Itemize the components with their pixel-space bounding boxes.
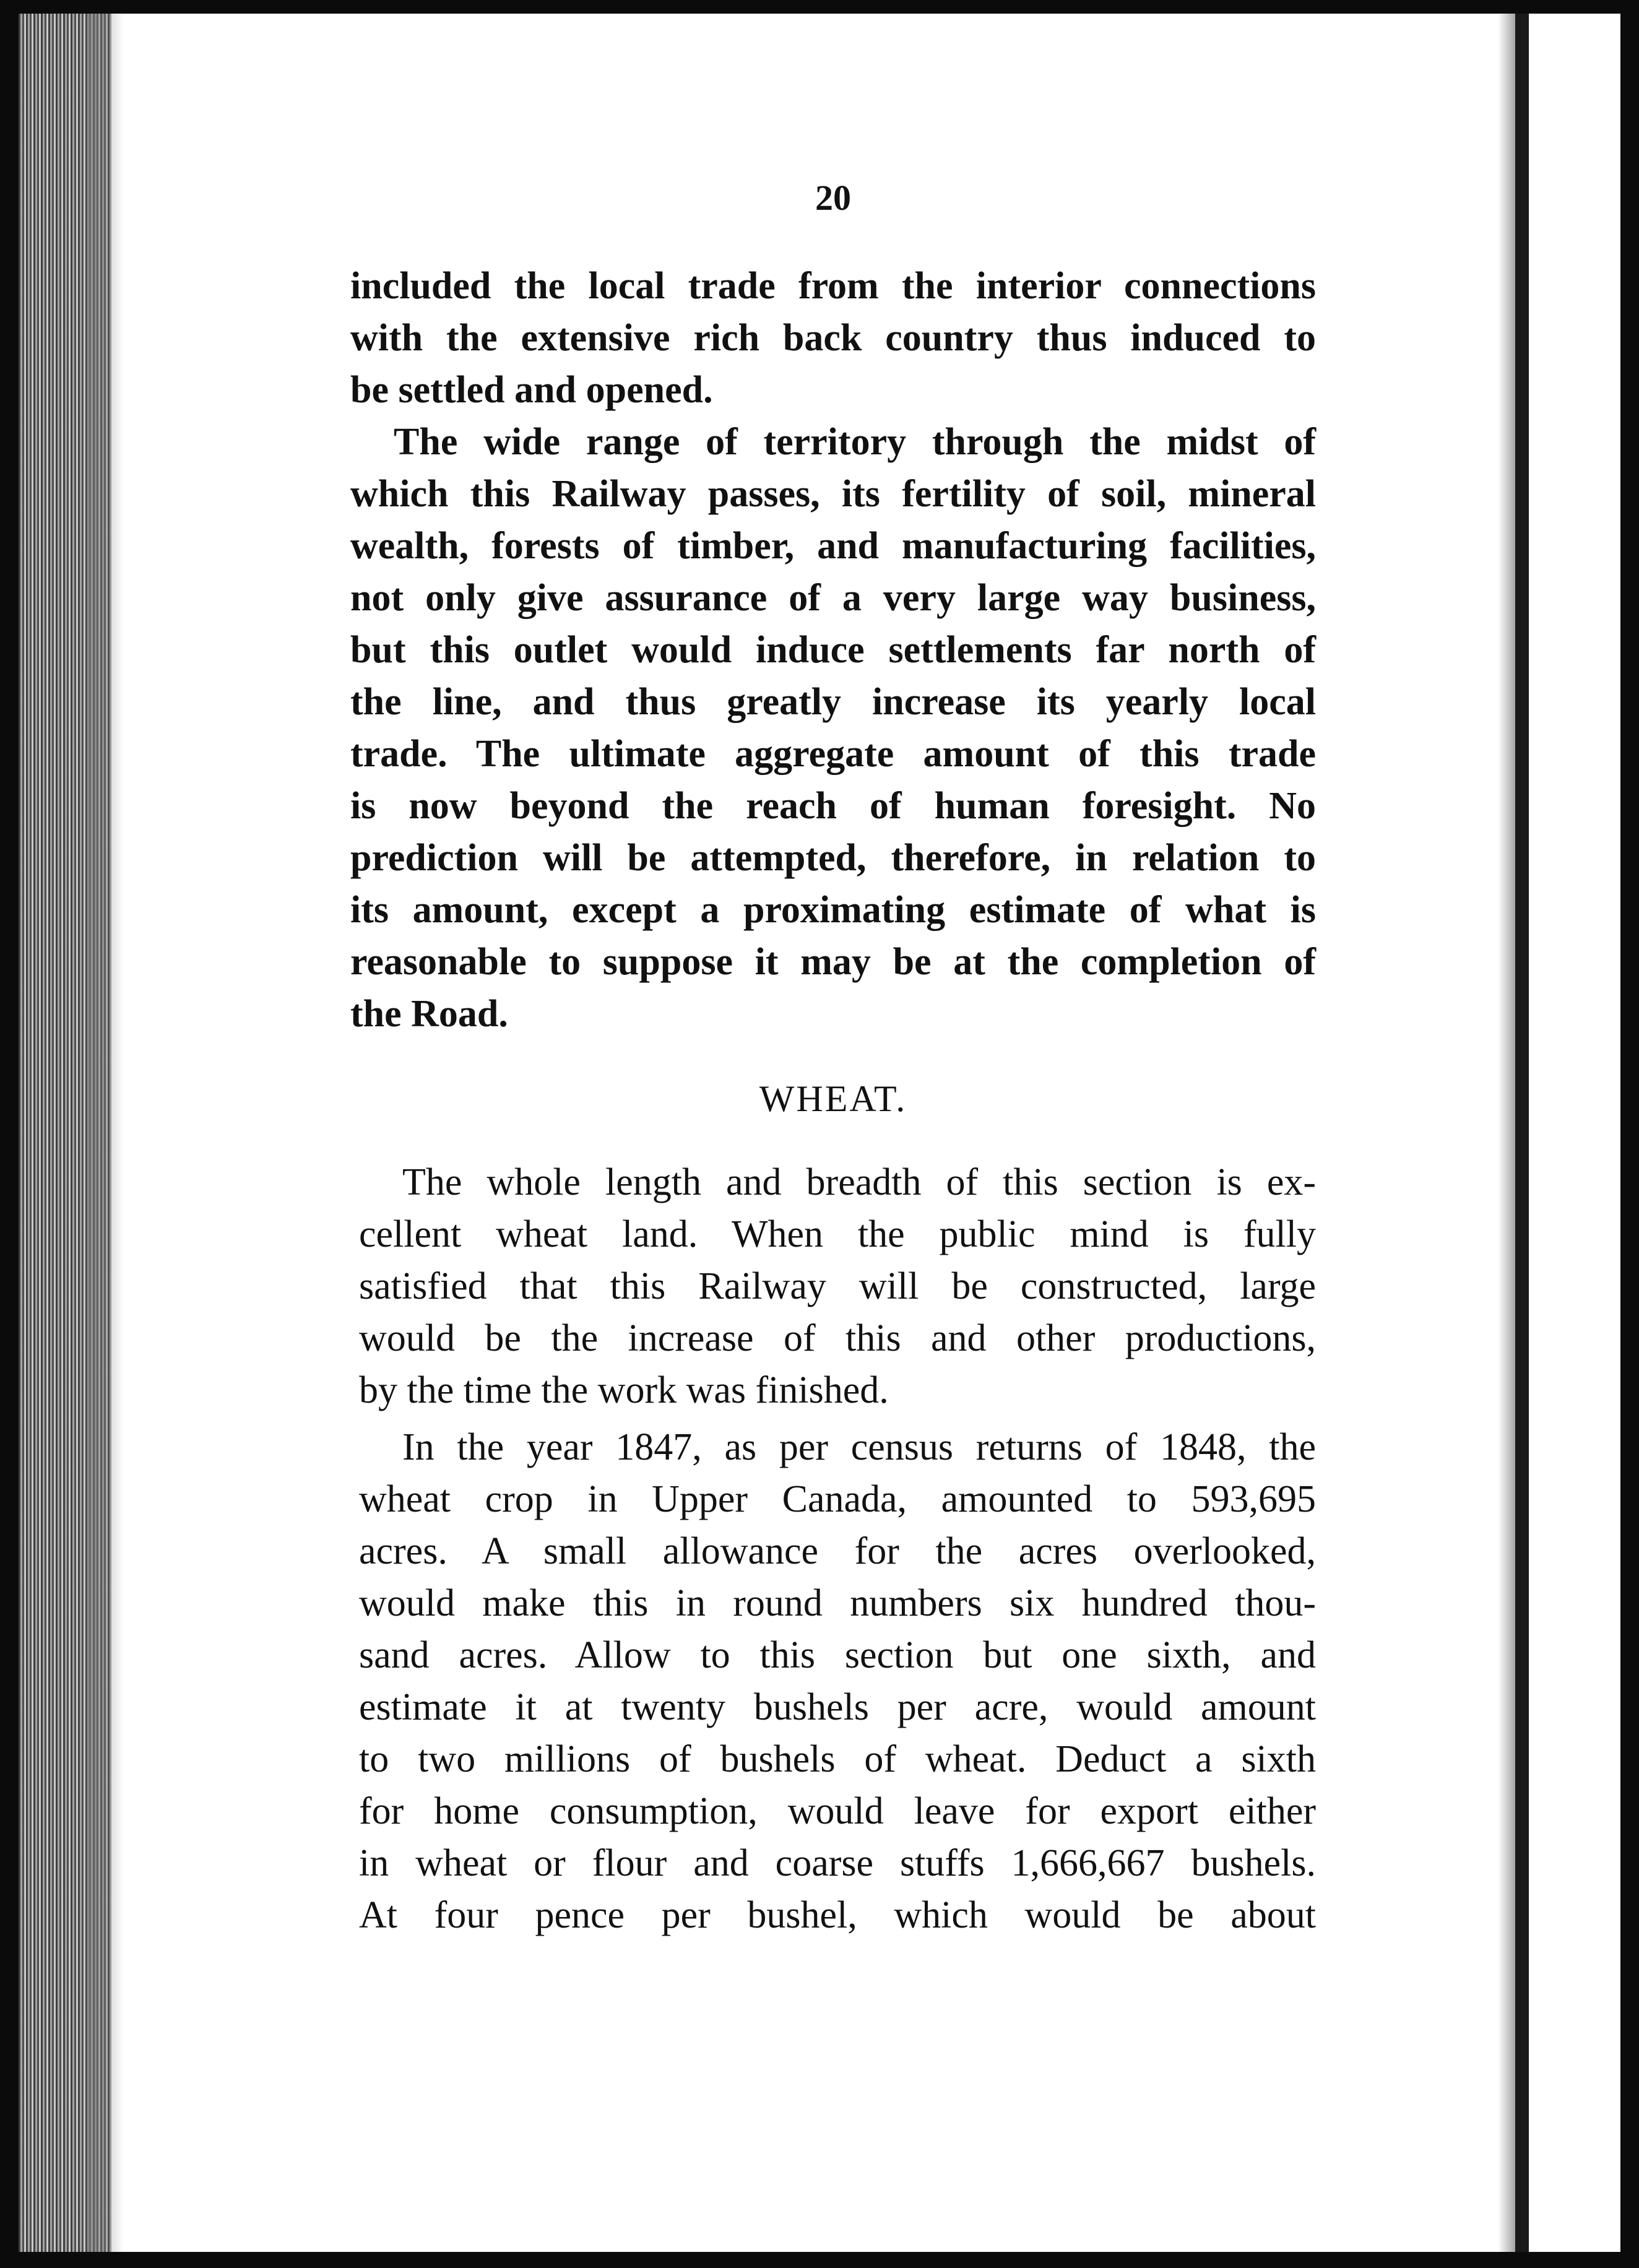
text-line: cellent wheat land. When the public mind is fully — [359, 1213, 1316, 1255]
text-line: be settled and opened. — [350, 369, 713, 411]
text-line: in wheat or flour and coarse stuffs 1,666,667 bushels. — [359, 1842, 1316, 1884]
text-line: included the local trade from the interior connections — [350, 265, 1316, 307]
scan-border-right — [1620, 0, 1639, 2268]
text-line: is now beyond the reach of human foresight. No — [350, 785, 1316, 827]
text-line: the line, and thus greatly increase its yearly local — [350, 681, 1316, 723]
text-line: At four pence per bushel, which would be about — [359, 1894, 1316, 1936]
text-line: with the extensive rich back country thus induced to — [350, 317, 1316, 359]
text-line: satisfied that this Railway will be constructed, large — [359, 1265, 1316, 1307]
text-line: would make this in round numbers six hundred thou- — [359, 1582, 1316, 1624]
text-line: to two millions of bushels of wheat. Deduct a sixth — [359, 1738, 1316, 1780]
text-line: The whole length and breadth of this section is ex- — [402, 1161, 1316, 1203]
gutter-shadow — [1498, 14, 1515, 2252]
text-line: In the year 1847, as per census returns of 1848, the — [402, 1426, 1316, 1468]
text-line: sand acres. Allow to this section but one sixth, and — [359, 1634, 1316, 1676]
scan-border-bottom — [0, 2252, 1639, 2268]
text-line: would be the increase of this and other productions, — [359, 1317, 1316, 1359]
scan-border-left — [0, 0, 19, 2268]
scan-border-top — [0, 0, 1639, 14]
section-heading: WHEAT. — [759, 1078, 907, 1119]
text-line: The wide range of territory through the midst of — [394, 421, 1316, 463]
next-page-gutter — [1515, 14, 1529, 2252]
text-line: which this Railway passes, its fertility of soil, mineral — [350, 473, 1316, 515]
text-line: not only give assurance of a very large way business, — [350, 577, 1316, 619]
text-line: wealth, forests of timber, and manufacturing facilities, — [350, 525, 1316, 567]
text-line: wheat crop in Upper Canada, amounted to 593,695 — [359, 1478, 1316, 1520]
page-number: 20 — [815, 178, 851, 218]
text-line: acres. A small allowance for the acres overlooked, — [359, 1530, 1316, 1572]
text-line: reasonable to suppose it may be at the completion of — [350, 941, 1316, 983]
text-line: estimate it at twenty bushels per acre, would amount — [359, 1686, 1316, 1728]
text-line: its amount, except a proximating estimate of what is — [350, 889, 1316, 931]
text-line: prediction will be attempted, therefore, in relation to — [350, 837, 1316, 879]
text-line: trade. The ultimate aggregate amount of this trade — [350, 733, 1316, 775]
page-edge-shadow — [87, 14, 124, 2252]
text-line: for home consumption, would leave for export either — [359, 1790, 1316, 1832]
text-line: but this outlet would induce settlements far north of — [350, 629, 1316, 671]
text-line: by the time the work was finished. — [359, 1369, 889, 1411]
text-line: the Road. — [350, 993, 508, 1035]
